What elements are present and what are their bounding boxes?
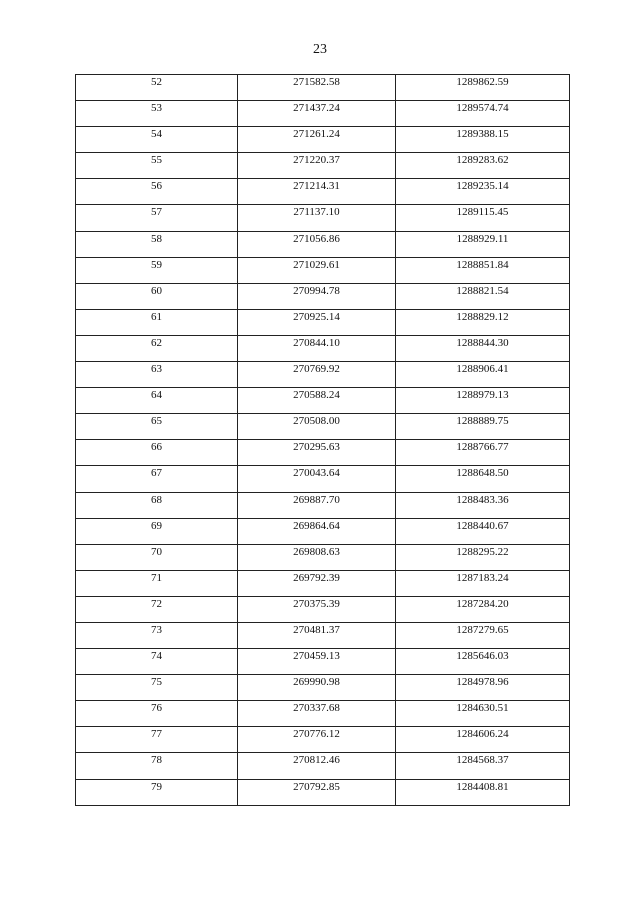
x-coordinate-cell: 270769.92: [238, 362, 396, 388]
table-row: [76, 492, 570, 518]
page-number: 23: [313, 42, 327, 57]
y-coordinate-cell: 1288483.36: [396, 492, 570, 518]
table-row: [76, 753, 570, 779]
table-row: [76, 727, 570, 753]
y-coordinate-cell: 1288295.22: [396, 544, 570, 570]
x-coordinate-cell: 270844.10: [238, 335, 396, 361]
x-coordinate-cell: 269864.64: [238, 518, 396, 544]
y-coordinate-cell: 1289862.59: [396, 75, 570, 101]
x-coordinate-cell: 270481.37: [238, 622, 396, 648]
y-coordinate-cell: 1288766.77: [396, 440, 570, 466]
table-row: [76, 544, 570, 570]
x-coordinate-cell: 271437.24: [238, 101, 396, 127]
y-coordinate-cell: 1289235.14: [396, 179, 570, 205]
y-coordinate-cell: 1288889.75: [396, 414, 570, 440]
point-number-cell: 57: [76, 205, 238, 231]
table-row: [76, 101, 570, 127]
point-number-cell: 65: [76, 414, 238, 440]
y-coordinate-cell: 1287183.24: [396, 570, 570, 596]
x-coordinate-cell: 270812.46: [238, 753, 396, 779]
x-coordinate-cell: 270459.13: [238, 649, 396, 675]
table-row: [76, 518, 570, 544]
point-number-cell: 67: [76, 466, 238, 492]
y-coordinate-cell: 1288821.54: [396, 283, 570, 309]
table-row: [76, 205, 570, 231]
table-row: [76, 75, 570, 101]
point-number-cell: 64: [76, 388, 238, 414]
point-number-cell: 69: [76, 518, 238, 544]
coordinates-table: [75, 74, 570, 806]
table-row: [76, 779, 570, 805]
x-coordinate-cell: 269808.63: [238, 544, 396, 570]
point-number-cell: 66: [76, 440, 238, 466]
table-row: [76, 622, 570, 648]
point-number-cell: 61: [76, 309, 238, 335]
x-coordinate-cell: 270994.78: [238, 283, 396, 309]
table-row: [76, 309, 570, 335]
x-coordinate-cell: 270776.12: [238, 727, 396, 753]
table-row: [76, 283, 570, 309]
table-row: [76, 335, 570, 361]
x-coordinate-cell: 271214.31: [238, 179, 396, 205]
y-coordinate-cell: 1284606.24: [396, 727, 570, 753]
x-coordinate-cell: 270295.63: [238, 440, 396, 466]
point-number-cell: 56: [76, 179, 238, 205]
table-row: [76, 179, 570, 205]
y-coordinate-cell: 1289115.45: [396, 205, 570, 231]
x-coordinate-cell: 269990.98: [238, 675, 396, 701]
y-coordinate-cell: 1289574.74: [396, 101, 570, 127]
x-coordinate-cell: 270588.24: [238, 388, 396, 414]
x-coordinate-cell: 271582.58: [238, 75, 396, 101]
y-coordinate-cell: 1289388.15: [396, 127, 570, 153]
table-row: [76, 257, 570, 283]
y-coordinate-cell: 1285646.03: [396, 649, 570, 675]
x-coordinate-cell: 271220.37: [238, 153, 396, 179]
y-coordinate-cell: 1288906.41: [396, 362, 570, 388]
x-coordinate-cell: 270043.64: [238, 466, 396, 492]
point-number-cell: 68: [76, 492, 238, 518]
point-number-cell: 60: [76, 283, 238, 309]
y-coordinate-cell: 1284978.96: [396, 675, 570, 701]
x-coordinate-cell: 271137.10: [238, 205, 396, 231]
point-number-cell: 75: [76, 675, 238, 701]
point-number-cell: 70: [76, 544, 238, 570]
y-coordinate-cell: 1284408.81: [396, 779, 570, 805]
x-coordinate-cell: 270337.68: [238, 701, 396, 727]
point-number-cell: 76: [76, 701, 238, 727]
x-coordinate-cell: 270925.14: [238, 309, 396, 335]
table-row: [76, 440, 570, 466]
point-number-cell: 74: [76, 649, 238, 675]
point-number-cell: 71: [76, 570, 238, 596]
x-coordinate-cell: 271261.24: [238, 127, 396, 153]
point-number-cell: 53: [76, 101, 238, 127]
table-row: [76, 675, 570, 701]
y-coordinate-cell: 1284568.37: [396, 753, 570, 779]
table-row: [76, 570, 570, 596]
table-row: [76, 362, 570, 388]
point-number-cell: 78: [76, 753, 238, 779]
x-coordinate-cell: 271029.61: [238, 257, 396, 283]
y-coordinate-cell: 1287279.65: [396, 622, 570, 648]
point-number-cell: 52: [76, 75, 238, 101]
y-coordinate-cell: 1288851.84: [396, 257, 570, 283]
x-coordinate-cell: 271056.86: [238, 231, 396, 257]
y-coordinate-cell: 1288929.11: [396, 231, 570, 257]
point-number-cell: 72: [76, 596, 238, 622]
coordinates-table-body: [76, 75, 570, 806]
table-row: [76, 596, 570, 622]
table-row: [76, 231, 570, 257]
x-coordinate-cell: 270508.00: [238, 414, 396, 440]
y-coordinate-cell: 1288440.67: [396, 518, 570, 544]
x-coordinate-cell: 269792.39: [238, 570, 396, 596]
x-coordinate-cell: 269887.70: [238, 492, 396, 518]
point-number-cell: 79: [76, 779, 238, 805]
x-coordinate-cell: 270375.39: [238, 596, 396, 622]
y-coordinate-cell: 1288648.50: [396, 466, 570, 492]
point-number-cell: 62: [76, 335, 238, 361]
table-row: [76, 127, 570, 153]
y-coordinate-cell: 1287284.20: [396, 596, 570, 622]
y-coordinate-cell: 1288979.13: [396, 388, 570, 414]
y-coordinate-cell: 1289283.62: [396, 153, 570, 179]
point-number-cell: 73: [76, 622, 238, 648]
table-row: [76, 414, 570, 440]
y-coordinate-cell: 1284630.51: [396, 701, 570, 727]
table-row: [76, 153, 570, 179]
y-coordinate-cell: 1288829.12: [396, 309, 570, 335]
y-coordinate-cell: 1288844.30: [396, 335, 570, 361]
point-number-cell: 77: [76, 727, 238, 753]
table-row: [76, 649, 570, 675]
point-number-cell: 63: [76, 362, 238, 388]
point-number-cell: 55: [76, 153, 238, 179]
point-number-cell: 59: [76, 257, 238, 283]
point-number-cell: 58: [76, 231, 238, 257]
point-number-cell: 54: [76, 127, 238, 153]
table-row: [76, 388, 570, 414]
table-row: [76, 701, 570, 727]
x-coordinate-cell: 270792.85: [238, 779, 396, 805]
table-row: [76, 466, 570, 492]
